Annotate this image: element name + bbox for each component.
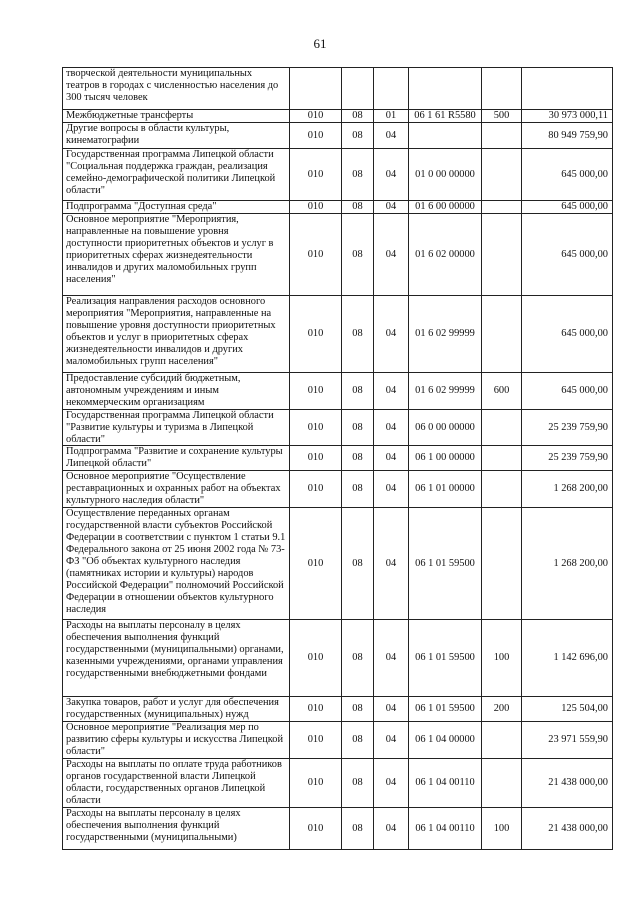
subsection-code-cell [374,68,409,110]
section-code-cell: 08 [342,722,374,759]
expense-type-cell [482,722,522,759]
expense-type-cell: 100 [482,808,522,850]
ministry-code-cell: 010 [290,149,342,201]
subsection-code-cell: 04 [374,373,409,410]
target-article-cell: 06 1 04 00110 [409,759,482,808]
budget-table [62,67,613,850]
ministry-code-cell: 010 [290,446,342,471]
target-article-cell: 01 6 00 00000 [409,201,482,214]
target-article-cell: 06 1 61 R5580 [409,110,482,123]
amount-cell: 645 000,00 [522,296,613,373]
section-code-cell: 08 [342,759,374,808]
target-article-cell: 06 1 00 00000 [409,446,482,471]
table-row [63,68,613,110]
ministry-code-cell: 010 [290,123,342,149]
ministry-code-cell: 010 [290,409,342,446]
target-article-cell: 06 1 01 59500 [409,508,482,620]
expense-type-cell [482,214,522,296]
section-code-cell: 08 [342,373,374,410]
table-row [63,149,613,201]
ministry-code-cell: 010 [290,201,342,214]
target-article-cell: 06 1 01 59500 [409,697,482,722]
target-article-cell: 06 1 01 00000 [409,471,482,508]
amount-cell: 1 268 200,00 [522,471,613,508]
target-article-cell: 01 6 02 99999 [409,373,482,410]
expense-type-cell [482,123,522,149]
amount-cell: 25 239 759,90 [522,446,613,471]
amount-cell: 21 438 000,00 [522,759,613,808]
row-name-cell: Закупка товаров, работ и услуг для обеспечения государственных (муниципальных) нужд [63,697,290,722]
subsection-code-cell: 04 [374,697,409,722]
table-row [63,722,613,759]
ministry-code-cell: 010 [290,373,342,410]
row-name-cell: Реализация направления расходов основного мероприятия "Мероприятия, направленные на повышение уровня доступности приоритетных объектов и услуг в приоритетных сферах жизнедеятельности инвалидов и других маломобильных групп населения" [63,296,290,373]
section-code-cell: 08 [342,123,374,149]
subsection-code-cell: 04 [374,722,409,759]
target-article-cell: 01 0 00 00000 [409,149,482,201]
amount-cell: 30 973 000,11 [522,110,613,123]
target-article-cell [409,123,482,149]
amount-cell: 645 000,00 [522,201,613,214]
amount-cell: 645 000,00 [522,373,613,410]
expense-type-cell [482,446,522,471]
amount-cell: 1 268 200,00 [522,508,613,620]
table-row [63,123,613,149]
section-code-cell [342,68,374,110]
expense-type-cell [482,201,522,214]
row-name-cell: Предоставление субсидий бюджетным, автономным учреждениям и иным некоммерческим организациям [63,373,290,410]
ministry-code-cell: 010 [290,620,342,697]
section-code-cell: 08 [342,409,374,446]
table-row [63,759,613,808]
ministry-code-cell: 010 [290,808,342,850]
ministry-code-cell: 010 [290,697,342,722]
section-code-cell: 08 [342,296,374,373]
ministry-code-cell: 010 [290,214,342,296]
ministry-code-cell: 010 [290,722,342,759]
expense-type-cell: 500 [482,110,522,123]
section-code-cell: 08 [342,808,374,850]
subsection-code-cell: 04 [374,471,409,508]
expense-type-cell: 100 [482,620,522,697]
table-row [63,110,613,123]
target-article-cell: 06 0 00 00000 [409,409,482,446]
table-row [63,620,613,697]
row-name-cell: Другие вопросы в области культуры, кинематографии [63,123,290,149]
table-row [63,446,613,471]
subsection-code-cell: 04 [374,620,409,697]
subsection-code-cell: 04 [374,759,409,808]
subsection-code-cell: 04 [374,123,409,149]
table-row [63,697,613,722]
expense-type-cell [482,409,522,446]
section-code-cell: 08 [342,201,374,214]
amount-cell: 21 438 000,00 [522,808,613,850]
row-name-cell: Основное мероприятие "Реализация мер по развитию сферы культуры и искусства Липецкой области" [63,722,290,759]
amount-cell: 25 239 759,90 [522,409,613,446]
target-article-cell: 06 1 01 59500 [409,620,482,697]
expense-type-cell [482,296,522,373]
page-number: 61 [313,36,327,51]
table-row [63,214,613,296]
amount-cell: 645 000,00 [522,149,613,201]
section-code-cell: 08 [342,471,374,508]
ministry-code-cell: 010 [290,759,342,808]
row-name-cell: Расходы на выплаты персоналу в целях обеспечения выполнения функций государственными (муниципальными) органами, казенными учреждениями, органами управления государственными внебюджетными фондами [63,620,290,697]
ministry-code-cell [290,68,342,110]
row-name-cell: Подпрограмма "Доступная среда" [63,201,290,214]
row-name-cell: творческой деятельности муниципальных театров в городах с численностью населения до 300 тысяч человек [63,68,290,110]
table-row [63,808,613,850]
expense-type-cell [482,149,522,201]
row-name-cell: Расходы на выплаты персоналу в целях обеспечения выполнения функций государственными (муниципальными) [63,808,290,850]
section-code-cell: 08 [342,697,374,722]
table-row [63,373,613,410]
ministry-code-cell: 010 [290,471,342,508]
section-code-cell: 08 [342,446,374,471]
subsection-code-cell: 04 [374,201,409,214]
table-row [63,409,613,446]
amount-cell: 1 142 696,00 [522,620,613,697]
subsection-code-cell: 04 [374,149,409,201]
amount-cell [522,68,613,110]
subsection-code-cell: 04 [374,214,409,296]
row-name-cell: Государственная программа Липецкой области "Социальная поддержка граждан, реализация семейно-демографической политики Липецкой области" [63,149,290,201]
section-code-cell: 08 [342,508,374,620]
table-row [63,296,613,373]
expense-type-cell [482,508,522,620]
row-name-cell: Основное мероприятие "Осуществление реставрационных и охранных работ на объектах культурного наследия области" [63,471,290,508]
expense-type-cell [482,759,522,808]
target-article-cell: 06 1 04 00110 [409,808,482,850]
subsection-code-cell: 04 [374,446,409,471]
amount-cell: 645 000,00 [522,214,613,296]
row-name-cell: Осуществление переданных органам государственной власти субъектов Российской Федерации в соответствии с пунктом 1 статьи 9.1 Федерального закона от 25 июня 2002 года № 73-ФЗ "Об объектах культурного наследия (памятниках истории и культуры) народов Российской Федерации" полномочий Российской Федерации в отношении объектов культурного наследия [63,508,290,620]
subsection-code-cell: 04 [374,409,409,446]
target-article-cell: 06 1 04 00000 [409,722,482,759]
expense-type-cell [482,68,522,110]
row-name-cell: Подпрограмма "Развитие и сохранение культуры Липецкой области" [63,446,290,471]
row-name-cell: Расходы на выплаты по оплате труда работников органов государственной власти Липецкой области, государственных органов Липецкой области [63,759,290,808]
expense-type-cell: 200 [482,697,522,722]
row-name-cell: Межбюджетные трансферты [63,110,290,123]
amount-cell: 80 949 759,90 [522,123,613,149]
table-row [63,201,613,214]
amount-cell: 125 504,00 [522,697,613,722]
section-code-cell: 08 [342,620,374,697]
section-code-cell: 08 [342,110,374,123]
ministry-code-cell: 010 [290,110,342,123]
target-article-cell: 01 6 02 99999 [409,296,482,373]
row-name-cell: Государственная программа Липецкой области "Развитие культуры и туризма в Липецкой области" [63,409,290,446]
row-name-cell: Основное мероприятие "Мероприятия, направленные на повышение уровня доступности приоритетных объектов и услуг в приоритетных сферах жизнедеятельности инвалидов и других маломобильных групп населения" [63,214,290,296]
section-code-cell: 08 [342,149,374,201]
target-article-cell [409,68,482,110]
subsection-code-cell: 04 [374,296,409,373]
target-article-cell: 01 6 02 00000 [409,214,482,296]
subsection-code-cell: 04 [374,508,409,620]
table-body [63,68,613,850]
expense-type-cell: 600 [482,373,522,410]
amount-cell: 23 971 559,90 [522,722,613,759]
section-code-cell: 08 [342,214,374,296]
subsection-code-cell: 01 [374,110,409,123]
expense-type-cell [482,471,522,508]
table-row [63,471,613,508]
subsection-code-cell: 04 [374,808,409,850]
table-row [63,508,613,620]
ministry-code-cell: 010 [290,296,342,373]
ministry-code-cell: 010 [290,508,342,620]
